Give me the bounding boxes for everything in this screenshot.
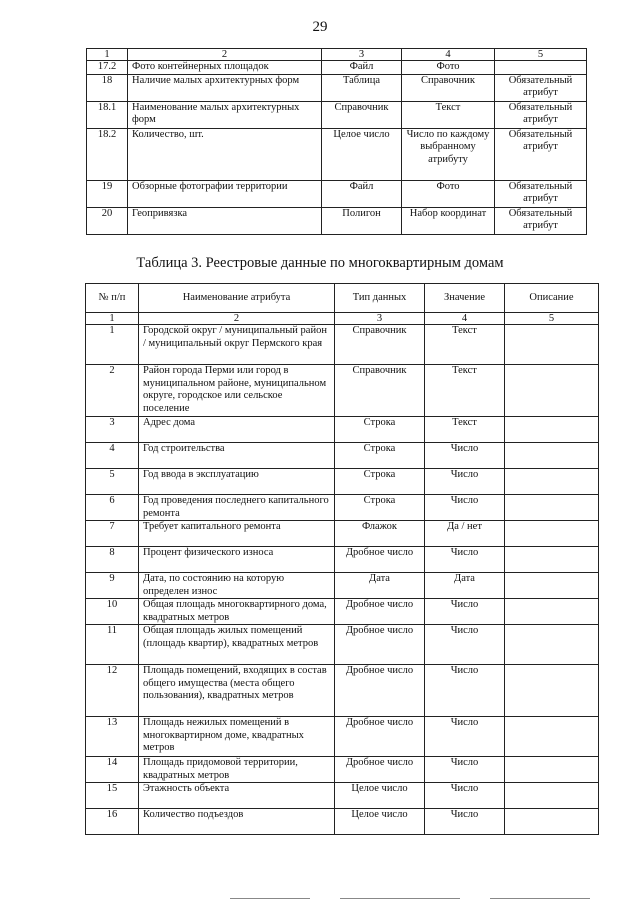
- description: Обязательный атрибут: [495, 180, 587, 207]
- row-number: 6: [86, 495, 139, 521]
- row-number: 16: [86, 809, 139, 835]
- description: [505, 417, 599, 443]
- attribute-name: Обзорные фотографии территории: [128, 180, 322, 207]
- value: Дата: [425, 573, 505, 599]
- description: [505, 443, 599, 469]
- row-number: 7: [86, 521, 139, 547]
- data-type: Строка: [335, 443, 425, 469]
- attribute-name: Геопривязка: [128, 207, 322, 234]
- attribute-name: Площадь нежилых помещений в многоквартирном доме, квадратных метров: [139, 717, 335, 757]
- data-type: Дробное число: [335, 599, 425, 625]
- value: Текст: [425, 365, 505, 417]
- value: Текст: [402, 101, 495, 128]
- value: Число: [425, 783, 505, 809]
- table-row: [87, 74, 587, 101]
- row-number: 1: [86, 325, 139, 365]
- row-number: 3: [86, 417, 139, 443]
- table-row: [87, 61, 587, 75]
- attribute-name: Район города Перми или город в муниципальном районе, муниципальном округе, городское или сельское поселение: [139, 365, 335, 417]
- description: [505, 365, 599, 417]
- attribute-name: Адрес дома: [139, 417, 335, 443]
- table-row: [86, 417, 599, 443]
- column-header: Наименование атрибута: [139, 284, 335, 313]
- description: [505, 717, 599, 757]
- attribute-name: Наличие малых архитектурных форм: [128, 74, 322, 101]
- footer-line: [340, 898, 460, 899]
- row-number: 10: [86, 599, 139, 625]
- data-type: Целое число: [335, 783, 425, 809]
- attribute-name: Городской округ / муниципальный район / муниципальный округ Пермского края: [139, 325, 335, 365]
- description: [505, 665, 599, 717]
- table-row: [86, 599, 599, 625]
- table-row: [86, 717, 599, 757]
- value: Число: [425, 717, 505, 757]
- data-type: Дробное число: [335, 547, 425, 573]
- column-number: 1: [87, 49, 128, 61]
- description: Обязательный атрибут: [495, 74, 587, 101]
- footer-line: [230, 898, 310, 899]
- description: [505, 809, 599, 835]
- data-type: Целое число: [335, 809, 425, 835]
- row-number: 17.2: [87, 61, 128, 75]
- description: [505, 547, 599, 573]
- row-number: 9: [86, 573, 139, 599]
- description: [495, 61, 587, 75]
- description: [505, 625, 599, 665]
- row-number: 18.1: [87, 101, 128, 128]
- value: Число: [425, 757, 505, 783]
- description: Обязательный атрибут: [495, 207, 587, 234]
- table-row: [86, 783, 599, 809]
- value: Число по каждому выбранному атрибуту: [402, 128, 495, 180]
- data-type: Справочник: [335, 365, 425, 417]
- row-number: 8: [86, 547, 139, 573]
- value: Число: [425, 599, 505, 625]
- attribute-name: Наименование малых архитектурных форм: [128, 101, 322, 128]
- description: [505, 495, 599, 521]
- value: Текст: [425, 325, 505, 365]
- column-number: 2: [139, 313, 335, 325]
- row-number: 18: [87, 74, 128, 101]
- attribute-name: Год проведения последнего капитального ремонта: [139, 495, 335, 521]
- row-number: 19: [87, 180, 128, 207]
- table-row: [86, 469, 599, 495]
- data-type: Флажок: [335, 521, 425, 547]
- value: Число: [425, 495, 505, 521]
- attribute-name: Количество, шт.: [128, 128, 322, 180]
- description: [505, 325, 599, 365]
- attribute-name: Этажность объекта: [139, 783, 335, 809]
- data-type: Справочник: [322, 101, 402, 128]
- data-type: Дробное число: [335, 665, 425, 717]
- attribute-name: Требует капитального ремонта: [139, 521, 335, 547]
- data-type: Целое число: [322, 128, 402, 180]
- attributes-table-continued: [86, 48, 587, 235]
- column-number-row: [87, 49, 587, 61]
- data-type: Дата: [335, 573, 425, 599]
- attribute-name: Общая площадь многоквартирного дома, квадратных метров: [139, 599, 335, 625]
- value: Справочник: [402, 74, 495, 101]
- value: Число: [425, 809, 505, 835]
- description: [505, 573, 599, 599]
- table-row: [86, 365, 599, 417]
- description: [505, 469, 599, 495]
- data-type: Дробное число: [335, 757, 425, 783]
- attribute-name: Дата, по состоянию на которую определен износ: [139, 573, 335, 599]
- column-number: 5: [495, 49, 587, 61]
- data-type: Справочник: [335, 325, 425, 365]
- description: [505, 521, 599, 547]
- column-number: 2: [128, 49, 322, 61]
- column-number-row: [86, 313, 599, 325]
- attribute-name: Год ввода в эксплуатацию: [139, 469, 335, 495]
- table-row: [86, 521, 599, 547]
- table-row: [87, 207, 587, 234]
- attribute-name: Площадь придомовой территории, квадратных метров: [139, 757, 335, 783]
- description: [505, 757, 599, 783]
- table-row: [87, 101, 587, 128]
- registry-data-table: [85, 283, 599, 835]
- row-number: 12: [86, 665, 139, 717]
- row-number: 4: [86, 443, 139, 469]
- description: [505, 783, 599, 809]
- footer-line: [490, 898, 590, 899]
- data-type: Строка: [335, 417, 425, 443]
- row-number: 18.2: [87, 128, 128, 180]
- attribute-name: Фото контейнерных площадок: [128, 61, 322, 75]
- data-type: Дробное число: [335, 625, 425, 665]
- column-number: 3: [322, 49, 402, 61]
- table-row: [86, 495, 599, 521]
- value: Число: [425, 665, 505, 717]
- row-number: 14: [86, 757, 139, 783]
- column-header: Описание: [505, 284, 599, 313]
- value: Число: [425, 625, 505, 665]
- table-row: [86, 325, 599, 365]
- table3-title: Таблица 3. Реестровые данные по многоквартирным домам: [136, 255, 504, 271]
- column-header: № п/п: [86, 284, 139, 313]
- attribute-name: Процент физического износа: [139, 547, 335, 573]
- attribute-name: Количество подъездов: [139, 809, 335, 835]
- table-row: [86, 443, 599, 469]
- value: Текст: [425, 417, 505, 443]
- value: Число: [425, 547, 505, 573]
- page-number: 29: [312, 19, 328, 35]
- table-row: [86, 625, 599, 665]
- column-number: 1: [86, 313, 139, 325]
- column-number: 3: [335, 313, 425, 325]
- table-row: [86, 573, 599, 599]
- data-type: Строка: [335, 495, 425, 521]
- data-type: Строка: [335, 469, 425, 495]
- row-number: 5: [86, 469, 139, 495]
- value: Фото: [402, 180, 495, 207]
- table-row: [87, 128, 587, 180]
- value: Фото: [402, 61, 495, 75]
- value: Да / нет: [425, 521, 505, 547]
- column-header: Тип данных: [335, 284, 425, 313]
- table-row: [86, 665, 599, 717]
- data-type: Файл: [322, 61, 402, 75]
- description: Обязательный атрибут: [495, 128, 587, 180]
- value: Число: [425, 469, 505, 495]
- attribute-name: Общая площадь жилых помещений (площадь квартир), квадратных метров: [139, 625, 335, 665]
- value: Набор координат: [402, 207, 495, 234]
- table-row: [86, 757, 599, 783]
- row-number: 15: [86, 783, 139, 809]
- description: Обязательный атрибут: [495, 101, 587, 128]
- table-row: [87, 180, 587, 207]
- row-number: 2: [86, 365, 139, 417]
- column-number: 5: [505, 313, 599, 325]
- table-row: [86, 547, 599, 573]
- description: [505, 599, 599, 625]
- value: Число: [425, 443, 505, 469]
- attribute-name: Год строительства: [139, 443, 335, 469]
- row-number: 13: [86, 717, 139, 757]
- data-type: Дробное число: [335, 717, 425, 757]
- column-number: 4: [402, 49, 495, 61]
- column-header: Значение: [425, 284, 505, 313]
- header-row: [86, 284, 599, 313]
- data-type: Полигон: [322, 207, 402, 234]
- column-number: 4: [425, 313, 505, 325]
- row-number: 20: [87, 207, 128, 234]
- row-number: 11: [86, 625, 139, 665]
- data-type: Таблица: [322, 74, 402, 101]
- data-type: Файл: [322, 180, 402, 207]
- table-row: [86, 809, 599, 835]
- attribute-name: Площадь помещений, входящих в состав общего имущества (места общего пользования), квадратных метров: [139, 665, 335, 717]
